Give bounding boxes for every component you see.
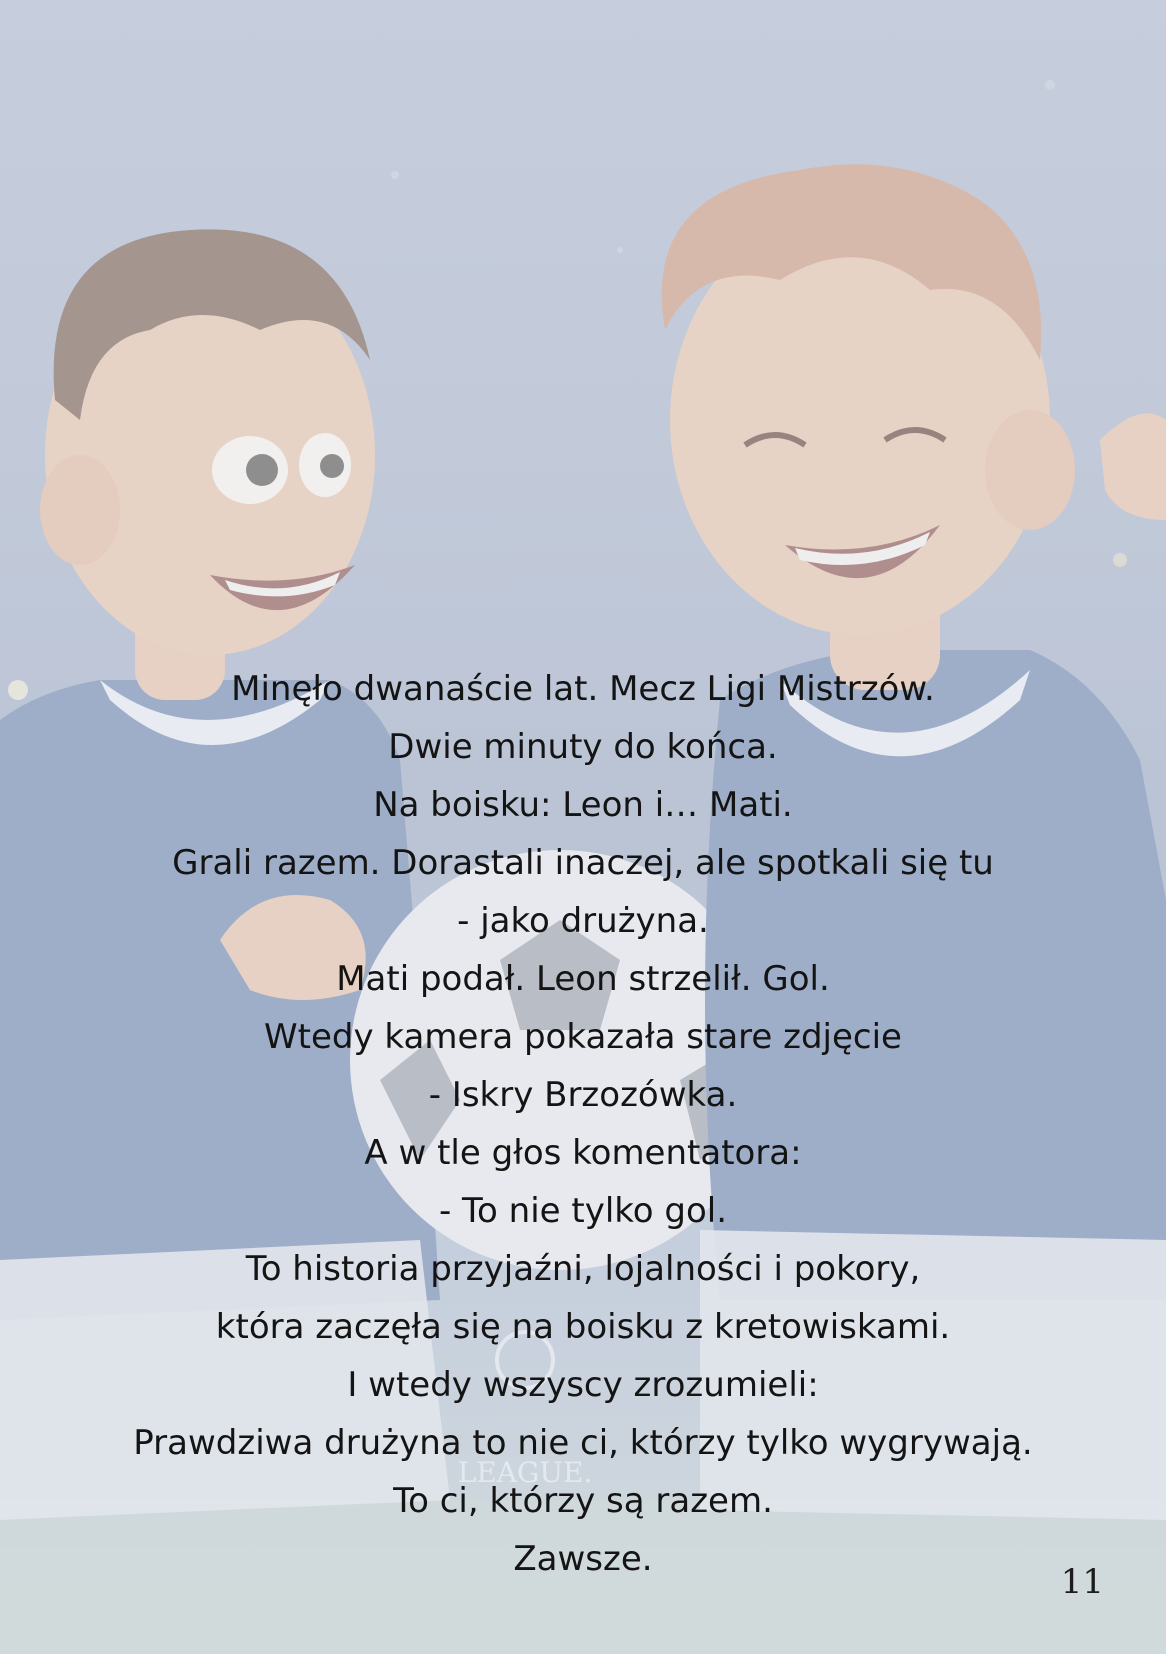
story-line: - Iskry Brzozówka. xyxy=(428,1075,738,1115)
story-line: Mati podał. Leon strzelił. Gol. xyxy=(336,959,830,999)
story-line: - To nie tylko gol. xyxy=(438,1191,728,1231)
story-line: która zaczęła się na boisku z kretowiskami. xyxy=(215,1307,951,1347)
page-number: 11 xyxy=(1060,1562,1104,1602)
story-line: Zawsze. xyxy=(513,1539,653,1579)
story-line: To historia przyjaźni, lojalności i pokory, xyxy=(245,1249,921,1289)
logo-text: LEAGUE. xyxy=(457,1456,593,1489)
story-line: Grali razem. Dorastali inaczej, ale spotkali się tu xyxy=(172,843,994,883)
story-line: Na boisku: Leon i… Mati. xyxy=(373,785,793,825)
story-line: Prawdziwa drużyna to nie ci, którzy tylko wygrywają. xyxy=(133,1423,1033,1463)
story-line: A w tle głos komentatora: xyxy=(364,1133,802,1173)
story-line: I wtedy wszyscy zrozumieli: xyxy=(347,1365,819,1405)
story-line: To ci, którzy są razem. xyxy=(393,1481,773,1521)
story-line: Dwie minuty do końca. xyxy=(388,727,778,767)
story-line: - jako drużyna. xyxy=(457,901,709,941)
story-line: Wtedy kamera pokazała stare zdjęcie xyxy=(264,1017,902,1057)
story-text xyxy=(40,660,1126,1588)
story-line: Minęło dwanaście lat. Mecz Ligi Mistrzów. xyxy=(231,669,935,709)
